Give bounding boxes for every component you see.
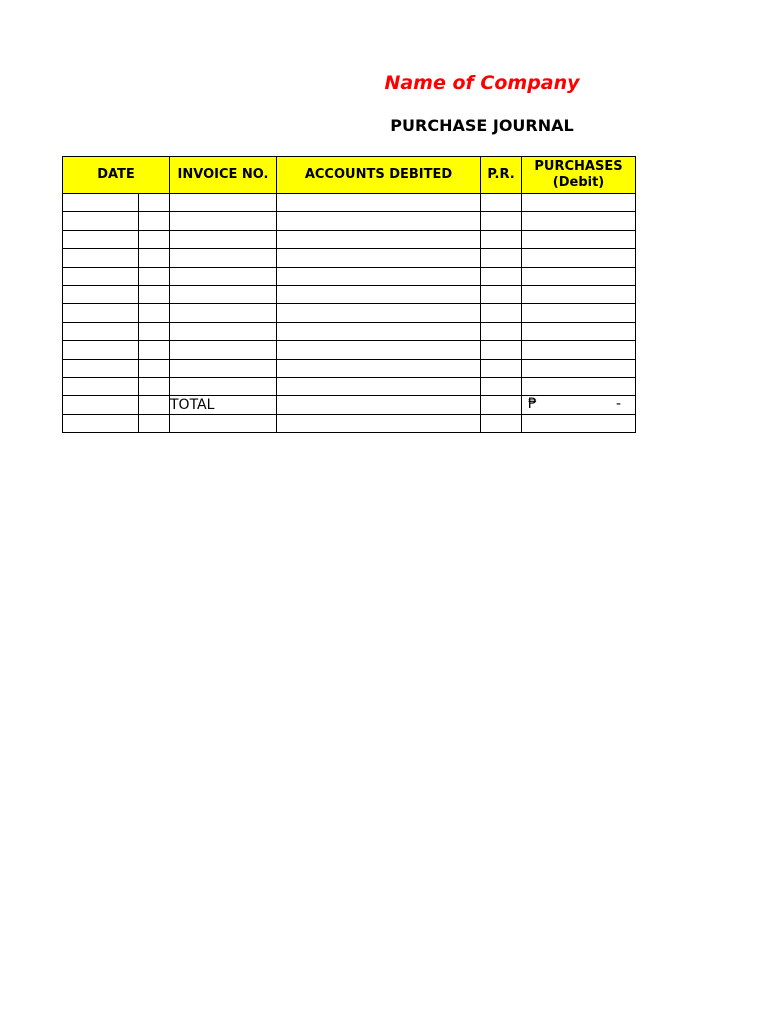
total-label: TOTAL [170,396,277,414]
cell-date-day[interactable] [139,267,170,285]
cell-purchases-debit[interactable] [522,194,636,212]
cell-date-month[interactable] [63,249,139,267]
journal-row [63,414,636,432]
cell-purchases-debit[interactable] [522,267,636,285]
cell-invoice-no[interactable] [170,285,277,303]
cell-invoice-no[interactable] [170,249,277,267]
cell-purchases-debit[interactable] [522,359,636,377]
cell-date-month[interactable] [63,267,139,285]
cell-pr[interactable] [481,377,522,395]
cell-accounts-debited[interactable] [277,304,481,322]
journal-row [63,377,636,395]
cell-date-day[interactable] [139,249,170,267]
cell-invoice-no[interactable] [170,267,277,285]
cell-date-month[interactable] [63,194,139,212]
journal-row [63,285,636,303]
cell-date-month[interactable] [63,396,139,414]
cell-purchases-debit[interactable] [522,249,636,267]
cell-pr[interactable] [481,359,522,377]
cell-date-month[interactable] [63,414,139,432]
cell-date-day[interactable] [139,194,170,212]
header-purchases-line1: PURCHASES [534,159,623,174]
cell-accounts-debited[interactable] [277,267,481,285]
cell-date-month[interactable] [63,359,139,377]
cell-date-day[interactable] [139,414,170,432]
cell-date-day[interactable] [139,285,170,303]
cell-invoice-no[interactable] [170,414,277,432]
cell-date-month[interactable] [63,322,139,340]
cell-invoice-no[interactable] [170,194,277,212]
cell-purchases-debit[interactable] [522,377,636,395]
company-name: Name of Company [384,72,580,94]
cell-date-month[interactable] [63,212,139,230]
cell-invoice-no[interactable] [170,359,277,377]
header-date: DATE [63,157,170,194]
total-row [63,396,636,414]
cell-purchases-debit[interactable] [522,212,636,230]
cell-date-day[interactable] [139,377,170,395]
cell-invoice-no[interactable] [170,322,277,340]
cell-invoice-no[interactable] [170,341,277,359]
total-amount-cell [522,396,636,414]
header-purchases [522,157,636,194]
cell-pr[interactable] [481,249,522,267]
header-purchases-line2: (Debit) [552,175,605,190]
header-invoice-no: INVOICE NO. [170,157,277,194]
cell-pr[interactable] [481,285,522,303]
cell-pr[interactable] [481,267,522,285]
purchase-journal-table [62,156,636,433]
cell-accounts-debited[interactable] [277,396,481,414]
journal-row [63,249,636,267]
cell-pr[interactable] [481,396,522,414]
cell-date-month[interactable] [63,341,139,359]
cell-date-day[interactable] [139,359,170,377]
cell-accounts-debited[interactable] [277,359,481,377]
cell-accounts-debited[interactable] [277,414,481,432]
header-pr: P.R. [481,157,522,194]
cell-purchases-debit[interactable] [522,304,636,322]
cell-accounts-debited[interactable] [277,230,481,248]
cell-date-day[interactable] [139,396,170,414]
cell-pr[interactable] [481,341,522,359]
cell-pr[interactable] [481,322,522,340]
cell-date-month[interactable] [63,304,139,322]
header-accounts-debited: ACCOUNTS DEBITED [277,157,481,194]
cell-date-month[interactable] [63,230,139,248]
total-amount: - [615,396,621,413]
cell-invoice-no[interactable] [170,230,277,248]
cell-invoice-no[interactable] [170,377,277,395]
peso-symbol: ₱ [528,396,537,413]
journal-row [63,304,636,322]
cell-purchases-debit[interactable] [522,414,636,432]
cell-pr[interactable] [481,414,522,432]
cell-purchases-debit[interactable] [522,230,636,248]
journal-row [63,194,636,212]
cell-purchases-debit[interactable] [522,341,636,359]
cell-accounts-debited[interactable] [277,377,481,395]
cell-invoice-no[interactable] [170,212,277,230]
cell-date-month[interactable] [63,377,139,395]
header-row [63,157,636,194]
cell-invoice-no[interactable] [170,304,277,322]
journal-row [63,341,636,359]
cell-date-day[interactable] [139,341,170,359]
cell-pr[interactable] [481,194,522,212]
journal-title: PURCHASE JOURNAL [390,116,574,135]
cell-pr[interactable] [481,230,522,248]
cell-date-day[interactable] [139,322,170,340]
cell-accounts-debited[interactable] [277,285,481,303]
cell-accounts-debited[interactable] [277,322,481,340]
journal-body [63,194,636,433]
cell-date-day[interactable] [139,212,170,230]
journal-row [63,359,636,377]
cell-accounts-debited[interactable] [277,249,481,267]
cell-accounts-debited[interactable] [277,341,481,359]
journal-row [63,267,636,285]
cell-date-month[interactable] [63,285,139,303]
cell-accounts-debited[interactable] [277,212,481,230]
cell-date-day[interactable] [139,230,170,248]
cell-date-day[interactable] [139,304,170,322]
journal-row [63,322,636,340]
cell-pr[interactable] [481,304,522,322]
cell-purchases-debit[interactable] [522,285,636,303]
cell-accounts-debited[interactable] [277,194,481,212]
cell-pr[interactable] [481,212,522,230]
journal-row [63,212,636,230]
journal-row [63,230,636,248]
cell-purchases-debit[interactable] [522,322,636,340]
